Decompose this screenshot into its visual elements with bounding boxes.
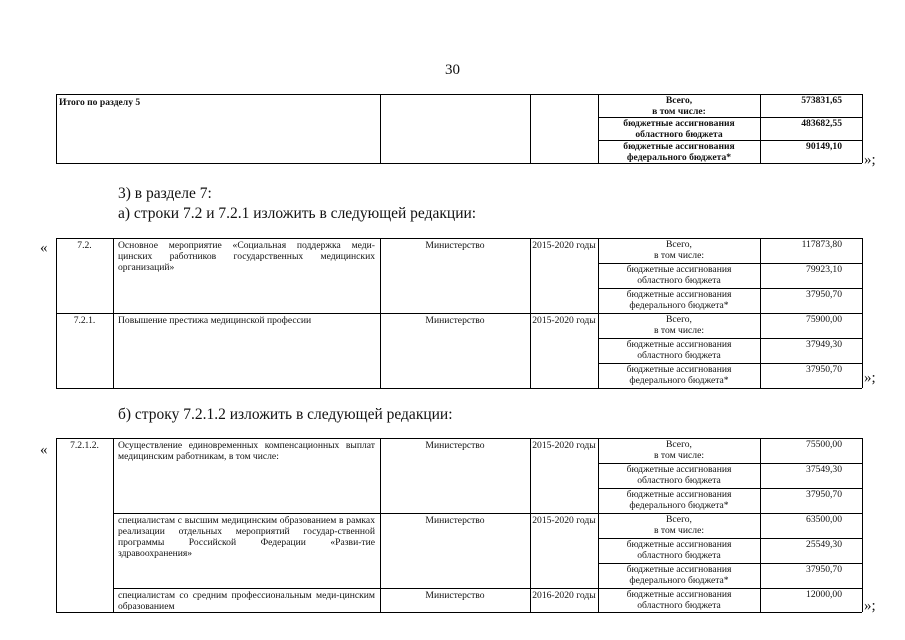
funding-type: Всего, в том числе: (653, 314, 704, 336)
column-rule (598, 438, 599, 513)
table-bottom-rule (56, 163, 862, 164)
column-rule (380, 513, 381, 588)
period: 2015-2020 годы (532, 240, 596, 251)
funding-type: бюджетные ассигнования федерального бюджета* (626, 364, 732, 386)
column-rule (760, 513, 761, 588)
funding-amount: 37950,70 (806, 289, 842, 300)
funding-amount: 37950,70 (806, 564, 842, 575)
opening-quote: « (40, 442, 48, 458)
executor: Министерство (425, 440, 485, 451)
column-rule (113, 438, 114, 513)
closing-quote: »; (864, 370, 876, 386)
funding-amount: 37950,70 (806, 489, 842, 500)
column-rule (862, 513, 863, 588)
column-rule (530, 238, 531, 313)
funding-type: бюджетные ассигнования областного бюджета (626, 464, 732, 486)
activity-name: специалистам со средним профессиональным меди-цинским образованием (118, 590, 375, 610)
row-number: 7.2.1. (73, 315, 96, 326)
column-rule (760, 238, 761, 313)
row-number: 7.2. (77, 240, 92, 251)
row-rule (56, 612, 113, 613)
total-label: Итого по разделу 5 (59, 97, 141, 108)
funding-type: бюджетные ассигнования федерального бюджета* (626, 489, 732, 511)
column-rule (598, 94, 599, 163)
funding-amount: 117873,80 (801, 239, 842, 250)
row-number: 7.2.1.2. (70, 440, 99, 451)
column-rule (862, 94, 863, 163)
column-rule (380, 438, 381, 513)
column-rule (56, 438, 57, 612)
column-rule (760, 588, 761, 612)
period: 2016-2020 годы (532, 590, 596, 601)
funding-type: Всего, в том числе: (653, 239, 704, 261)
column-rule (380, 588, 381, 612)
funding-amount: 573831,65 (801, 95, 842, 106)
funding-amount: 37949,30 (806, 339, 842, 350)
executor: Министерство (425, 515, 485, 526)
column-rule (113, 313, 114, 388)
funding-type: Всего, в том числе: (652, 95, 706, 116)
period: 2015-2020 годы (532, 515, 596, 526)
activity-name: специалистам с высшим медицинским образованием в рамках реализации отдельных мероприятий государ-ственной программы Российской Федерации «Разви-тие здравоохранения» (118, 515, 375, 559)
funding-amount: 37950,70 (806, 364, 842, 375)
column-rule (598, 513, 599, 588)
column-rule (530, 94, 531, 163)
closing-quote: »; (864, 152, 876, 168)
column-rule (380, 313, 381, 388)
column-rule (113, 238, 114, 313)
column-rule (530, 438, 531, 513)
funding-type: бюджетные ассигнования федерального бюджета* (623, 141, 735, 162)
column-rule (380, 94, 381, 163)
closing-quote: »; (864, 598, 876, 614)
funding-type: бюджетные ассигнования областного бюджета (626, 339, 732, 361)
page-number: 30 (445, 62, 460, 78)
executor: Министерство (425, 240, 485, 251)
column-rule (760, 94, 761, 163)
funding-type: бюджетные ассигнования областного бюджета (626, 589, 732, 611)
funding-amount: 63500,00 (806, 514, 842, 525)
column-rule (113, 588, 114, 612)
activity-name: Повышение престижа медицинской профессии (118, 315, 312, 326)
instruction-a: а) строки 7.2 и 7.2.1 изложить в следующей редакции: (118, 205, 477, 222)
funding-amount: 75900,00 (806, 314, 842, 325)
column-rule (598, 238, 599, 313)
column-rule (862, 238, 863, 313)
funding-type: Всего, в том числе: (653, 439, 704, 461)
period: 2015-2020 годы (532, 440, 596, 451)
funding-amount: 12000,00 (806, 589, 842, 600)
column-rule (56, 94, 57, 163)
funding-type: Всего, в том числе: (653, 514, 704, 536)
row-rule (56, 388, 862, 389)
column-rule (598, 588, 599, 612)
instruction-b: б) строку 7.2.1.2 изложить в следующей редакции: (118, 406, 453, 423)
activity-name: Осуществление единовременных компенсационных выплат медицинским работникам, в том числе: (118, 440, 375, 462)
executor: Министерство (425, 315, 485, 326)
funding-amount: 90149,10 (806, 141, 842, 152)
column-rule (862, 313, 863, 388)
funding-type: бюджетные ассигнования областного бюджета (623, 118, 735, 139)
column-rule (530, 513, 531, 588)
column-rule (56, 313, 57, 388)
funding-amount: 75500,00 (806, 439, 842, 450)
column-rule (862, 588, 863, 612)
column-rule (56, 238, 57, 313)
period: 2015-2020 годы (532, 315, 596, 326)
row-rule (113, 612, 862, 613)
column-rule (530, 588, 531, 612)
column-rule (760, 313, 761, 388)
column-rule (760, 438, 761, 513)
activity-name: Основное мероприятие «Социальная поддержка меди-цинских работников государственных медицинских организаций» (118, 240, 375, 273)
funding-type: бюджетные ассигнования областного бюджета (626, 264, 732, 286)
column-rule (380, 238, 381, 313)
funding-amount: 25549,30 (806, 539, 842, 550)
section-heading: 3) в разделе 7: (118, 185, 212, 202)
funding-amount: 37549,30 (806, 464, 842, 475)
opening-quote: « (40, 240, 48, 256)
column-rule (113, 513, 114, 588)
column-rule (598, 313, 599, 388)
funding-type: бюджетные ассигнования областного бюджета (626, 539, 732, 561)
funding-type: бюджетные ассигнования федерального бюджета* (626, 289, 732, 311)
column-rule (530, 313, 531, 388)
executor: Министерство (425, 590, 485, 601)
funding-amount: 79923,10 (806, 264, 842, 275)
funding-amount: 483682,55 (801, 118, 842, 129)
funding-type: бюджетные ассигнования федерального бюджета* (626, 564, 732, 586)
column-rule (862, 438, 863, 513)
